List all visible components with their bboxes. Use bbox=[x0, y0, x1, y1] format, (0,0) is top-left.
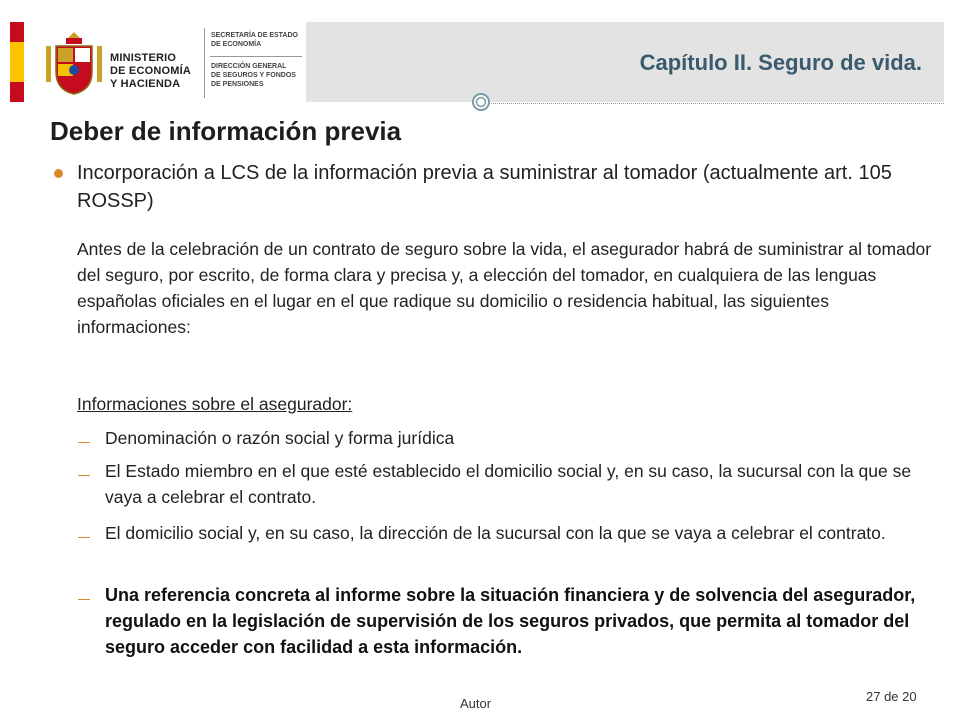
bullet-icon bbox=[54, 169, 63, 178]
ministry-name: MINISTERIO DE ECONOMÍA Y HACIENDA bbox=[110, 52, 192, 90]
logo-divider bbox=[204, 28, 205, 98]
coat-of-arms-icon bbox=[44, 30, 104, 96]
author-label: Autor bbox=[460, 696, 492, 711]
list-item: Una referencia concreta al informe sobre la situación financiera y de solvencia del asegurador, regulado en la legislación de supervisión de los seguros privados, que permita al tomador del seguro acceder con facilidad a esta información. bbox=[105, 585, 916, 657]
logo-divider-horizontal bbox=[210, 56, 302, 57]
subheading: Informaciones sobre el asegurador: bbox=[77, 394, 353, 414]
dash-icon bbox=[78, 442, 90, 443]
chapter-title: Capítulo II. Seguro de vida. bbox=[639, 50, 922, 75]
intro-paragraph: Antes de la celebración de un contrato de seguro sobre la vida, el asegurador habrá de suministrar al tomador del seguro, por escrito, de forma clara y precisa y, a elección del tomador, en cualquiera de las lenguas españolas oficiales en el lugar en el que radique su domicilio o residencia habitual, las siguientes informaciones: bbox=[77, 239, 932, 337]
page-number: 27 de 20 bbox=[866, 689, 917, 704]
header-dotted-rule bbox=[488, 103, 944, 104]
ministry-logo bbox=[10, 22, 306, 102]
dash-icon bbox=[78, 599, 90, 600]
dash-icon bbox=[78, 537, 90, 538]
header-band bbox=[10, 22, 944, 102]
slide-title: Deber de información previa bbox=[50, 116, 402, 146]
spanish-flag-stripe bbox=[10, 22, 24, 102]
secretaria-name: SECRETARÍA DE ESTADO DE ECONOMÍA bbox=[211, 32, 298, 48]
direccion-name: DIRECCIÓN GENERAL DE SEGUROS Y FONDOS DE PENSIONES bbox=[211, 63, 296, 88]
list-item: El Estado miembro en el que esté establecido el domicilio social y, en su caso, la sucursal con la que se vaya a celebrar el contrato. bbox=[105, 461, 912, 507]
list-item: Denominación o razón social y forma jurídica bbox=[105, 428, 455, 448]
dash-icon bbox=[78, 475, 90, 476]
ring-ornament-icon bbox=[471, 92, 491, 112]
list-item: El domicilio social y, en su caso, la dirección de la sucursal con la que se vaya a celebrar el contrato. bbox=[105, 523, 886, 543]
bullet-text: Incorporación a LCS de la información previa a suministrar al tomador (actualmente art. 105 ROSSP) bbox=[77, 162, 892, 212]
